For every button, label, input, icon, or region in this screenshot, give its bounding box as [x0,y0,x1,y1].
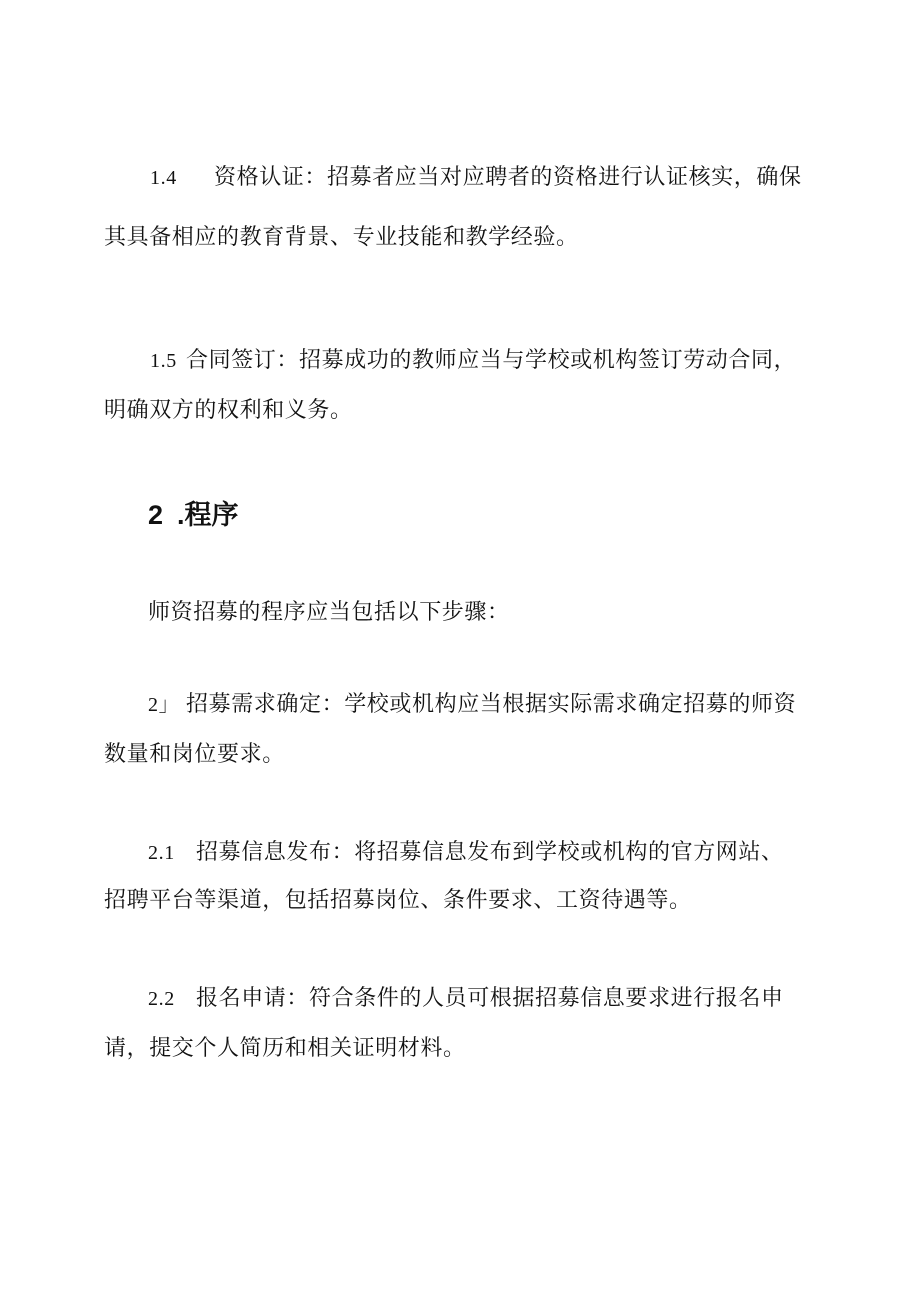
paragraph-2-0-line-2: 数量和岗位要求。 [104,742,285,767]
paragraph-1-5-line-2: 明确双方的权利和义务。 [104,398,353,423]
paragraph-text: 招募信息发布：将招募信息发布到学校或机构的官方网站、 [196,840,784,865]
paragraph-number: 2.1 [148,842,175,864]
section-heading-number: 2 [148,500,164,530]
paragraph-1-4-line-1 [104,163,824,193]
paragraph-text: 报名申请：符合条件的人员可根据招募信息要求进行报名申 [196,986,784,1011]
paragraph-text: 招募需求确定：学校或机构应当根据实际需求确定招募的师资 [186,692,797,717]
intro-paragraph: 师资招募的程序应当包括以下步骤： [148,600,510,625]
paragraph-2-2-line-2: 请，提交个人简历和相关证明材料。 [104,1036,466,1061]
paragraph-text: 合同签订：招募成功的教师应当与学校或机构签订劳动合同， [186,348,797,373]
paragraph-number: 2」 [148,694,180,716]
section-heading-title: .程序 [177,500,239,530]
paragraph-2-1-line-1 [104,838,824,868]
paragraph-1-5-line-1 [104,346,824,376]
paragraph-2-0-line-1 [104,690,824,720]
paragraph-text: 资格认证：招募者应当对应聘者的资格进行认证核实，确保 [214,165,802,190]
paragraph-number: 2.2 [148,988,175,1010]
paragraph-number: 1.5 [150,350,177,372]
paragraph-1-4-line-2: 其具备相应的教育背景、专业技能和教学经验。 [104,225,579,250]
paragraph-2-1-line-2: 招聘平台等渠道，包括招募岗位、条件要求、工资待遇等。 [104,888,692,913]
paragraph-number: 1.4 [150,167,177,189]
paragraph-2-2-line-1 [104,984,824,1014]
section-heading [148,498,239,532]
